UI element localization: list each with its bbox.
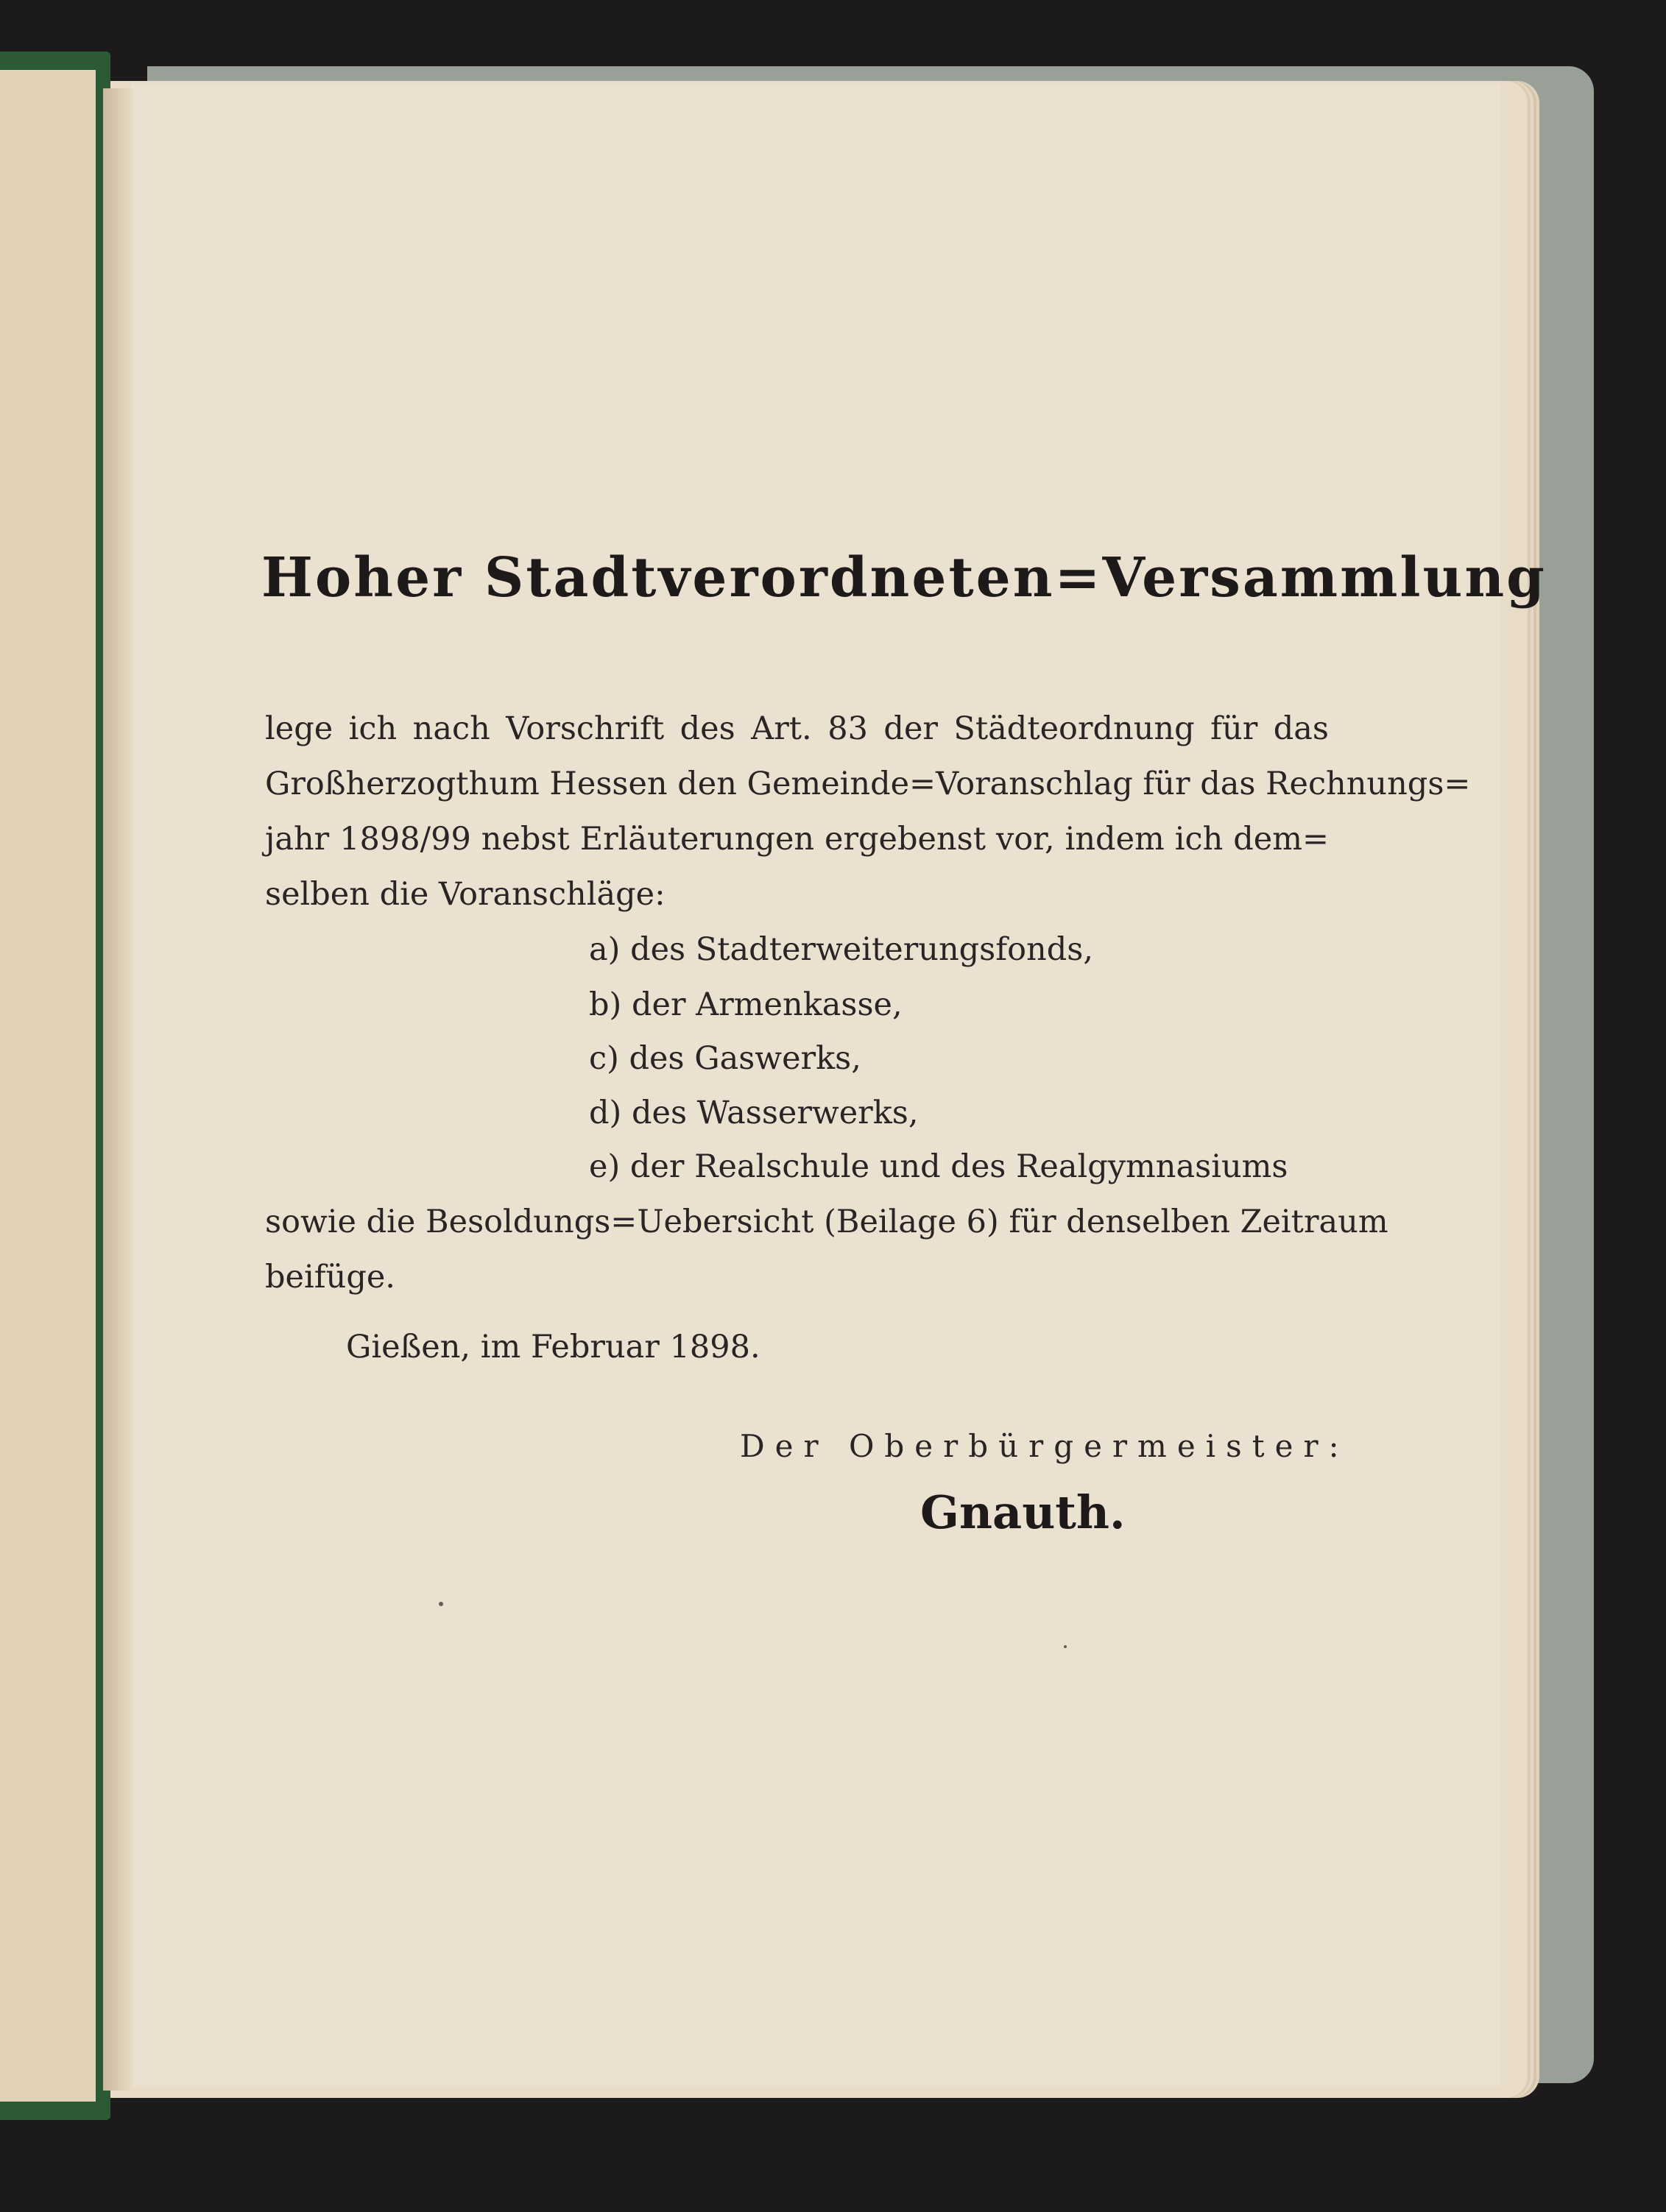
list-item: e) der Realschule und des Realgymnasiums [589, 1148, 1288, 1185]
page-title: Hoher Stadtverordneten=Versammlung [261, 546, 1547, 609]
list-item: c) des Gaswerks, [589, 1040, 861, 1077]
body-line: sowie die Besoldungs=Uebersicht (Beilage 6) für denselben Zeitraum [265, 1204, 1388, 1240]
body-line: jahr 1898/99 nebst Erläuterungen ergebenst vor, indem ich dem= [265, 821, 1329, 858]
left-page-edge [0, 70, 96, 2102]
signature-name: Gnauth. [920, 1485, 1126, 1539]
list-item: d) des Wasserwerks, [589, 1095, 919, 1131]
body-line: Großherzogthum Hessen den Gemeinde=Voranschlag für das Rechnungs= [265, 766, 1471, 802]
paper-speck [1064, 1645, 1067, 1648]
list-item: b) der Armenkasse, [589, 986, 903, 1023]
document-page [131, 85, 1547, 2087]
body-line: selben die Voranschläge: [265, 876, 666, 913]
body-line: beifüge. [265, 1259, 395, 1296]
page-gutter [103, 88, 133, 2091]
place-date: Gießen, im Februar 1898. [346, 1329, 760, 1365]
signature-title: Der Oberbürgermeister: [740, 1428, 1349, 1464]
paper-speck [439, 1602, 443, 1606]
body-line: lege ich nach Vorschrift des Art. 83 der Städteordnung für das [265, 710, 1329, 747]
list-item: a) des Stadterweiterungsfonds, [589, 931, 1093, 968]
